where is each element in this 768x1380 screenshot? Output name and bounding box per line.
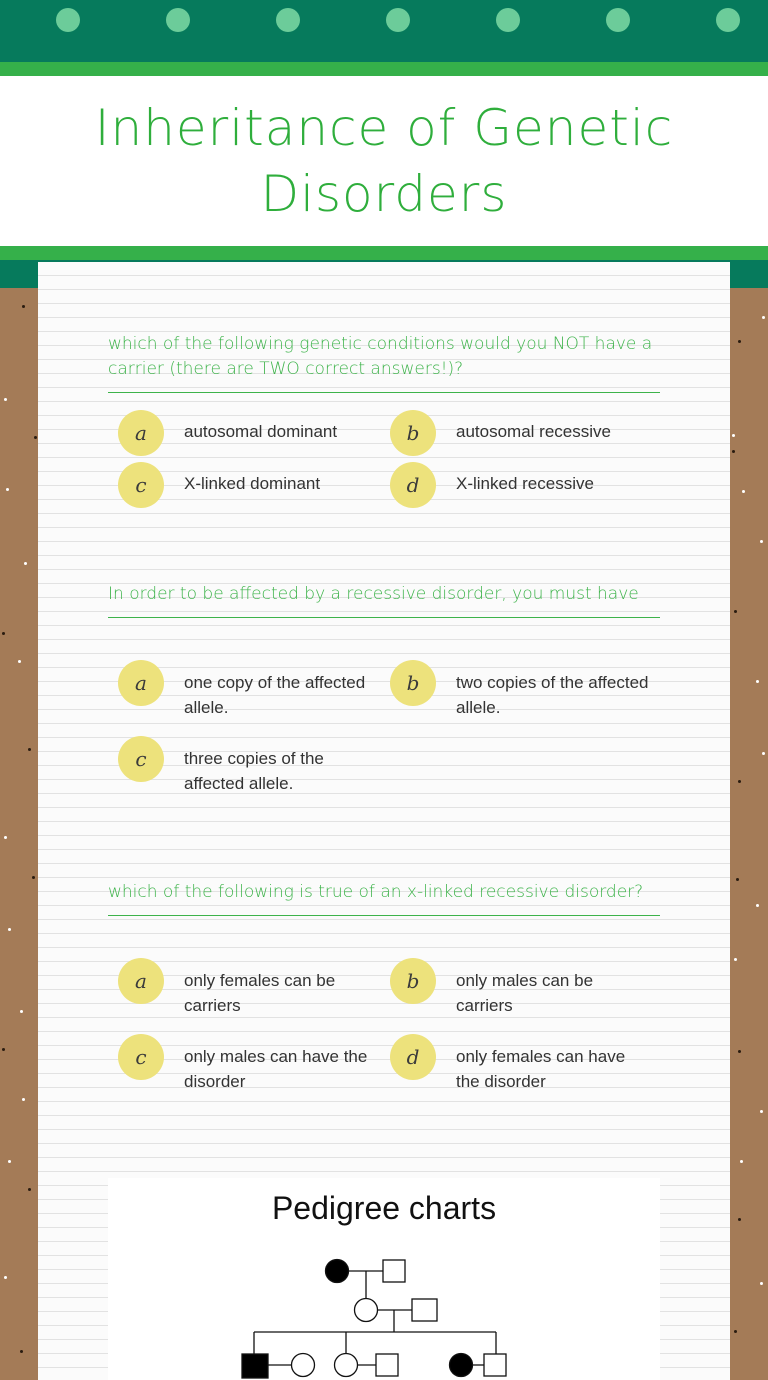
question-2-text: In order to be affected by a recessive disorder, you must have xyxy=(108,582,660,618)
q3-option-a[interactable] xyxy=(108,958,380,1015)
pedigree-male-3b xyxy=(376,1354,398,1376)
q1-option-a-text: autosomal dominant xyxy=(184,422,338,441)
q3-option-c-bubble[interactable]: c xyxy=(118,1034,164,1080)
question-1-text: which of the following genetic conditions would you NOT have a carrier (there are TWO correct answers!)? xyxy=(108,332,660,393)
q1-option-b-text: autosomal recessive xyxy=(456,422,611,441)
q2-option-c-bubble[interactable]: c xyxy=(118,736,164,782)
q1-option-d-text: X-linked recessive xyxy=(456,474,594,493)
q2-option-b-bubble[interactable]: b xyxy=(390,660,436,706)
q3-option-a-text: only females can be carriers xyxy=(184,971,336,1015)
q1-option-c-bubble[interactable]: c xyxy=(118,462,164,508)
question-3-text: which of the following is true of an x-linked recessive disorder? xyxy=(108,880,660,916)
q2-option-b[interactable] xyxy=(380,660,652,717)
pedigree-affected-female-3c xyxy=(450,1354,473,1377)
pedigree-affected-female-1 xyxy=(326,1260,349,1283)
page-title: Inheritance of Genetic Disorders xyxy=(94,99,674,223)
pedigree-female-3b xyxy=(335,1354,358,1377)
q1-option-b-bubble[interactable]: b xyxy=(390,410,436,456)
q3-option-c[interactable] xyxy=(108,1034,380,1091)
q3-option-d-text: only females can have the disorder xyxy=(456,1047,626,1091)
q1-option-b[interactable] xyxy=(380,410,652,458)
pedigree-unaffected-male-2 xyxy=(412,1299,437,1321)
q3-option-b[interactable] xyxy=(380,958,652,1015)
q3-option-a-bubble[interactable]: a xyxy=(118,958,164,1004)
q2-option-c[interactable] xyxy=(108,736,380,793)
q2-option-c-text: three copies of the affected allele. xyxy=(184,749,324,793)
pedigree-affected-male-3a xyxy=(242,1354,268,1378)
pedigree-chart-image xyxy=(108,1178,660,1380)
title-banner xyxy=(0,62,768,260)
q3-option-d-bubble[interactable]: d xyxy=(390,1034,436,1080)
q2-option-a-bubble[interactable]: a xyxy=(118,660,164,706)
q1-option-a-bubble[interactable]: a xyxy=(118,410,164,456)
pedigree-title: Pedigree charts xyxy=(271,1190,497,1226)
pedigree-male-3c xyxy=(484,1354,506,1376)
q3-option-d[interactable] xyxy=(380,1034,652,1091)
question-3 xyxy=(108,880,660,916)
pedigree-carrier-female-2 xyxy=(355,1299,378,1322)
pedigree-unaffected-female-3a xyxy=(292,1354,315,1377)
q2-option-a-text: one copy of the affected allele. xyxy=(184,673,366,717)
worksheet-paper xyxy=(38,262,730,1380)
q2-option-b-text: two copies of the affected allele. xyxy=(456,673,649,717)
q1-option-d[interactable] xyxy=(380,462,652,510)
q1-option-c[interactable] xyxy=(108,462,380,510)
pedigree-unaffected-male-1 xyxy=(383,1260,405,1282)
question-2 xyxy=(108,582,660,618)
q3-option-b-text: only males can be carriers xyxy=(456,971,594,1015)
q1-option-c-text: X-linked dominant xyxy=(184,474,321,493)
q1-option-a[interactable] xyxy=(108,410,380,458)
q3-option-b-bubble[interactable]: b xyxy=(390,958,436,1004)
q3-option-c-text: only males can have the disorder xyxy=(184,1047,368,1091)
q2-option-a[interactable] xyxy=(108,660,380,717)
polka-dot-row xyxy=(0,8,768,32)
q1-option-d-bubble[interactable]: d xyxy=(390,462,436,508)
question-1 xyxy=(108,332,660,393)
pedigree-diagram xyxy=(108,1178,660,1380)
